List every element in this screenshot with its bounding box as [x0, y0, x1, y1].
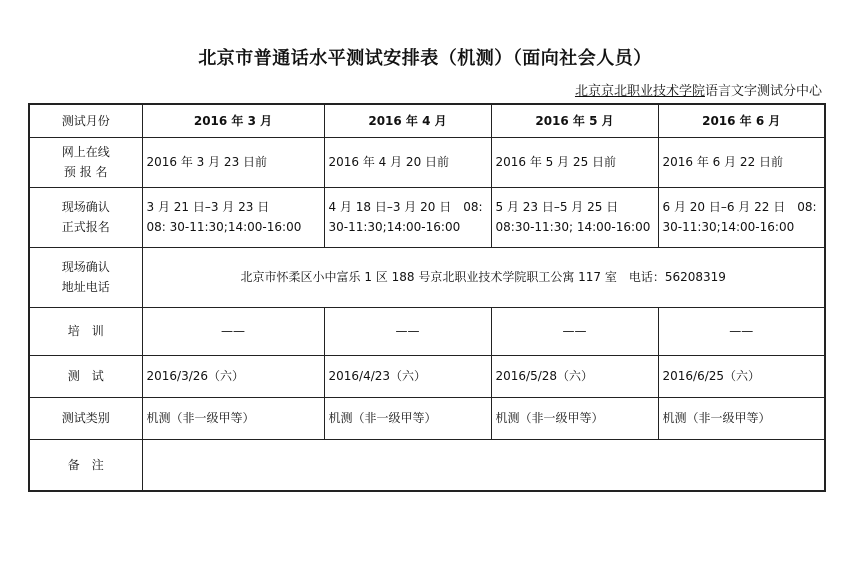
confirm-hours: 30-11:30;14:00-16:00 — [328, 220, 461, 234]
label-line: 现场确认 — [61, 200, 110, 214]
test-type: 机测（非一级甲等） — [142, 397, 324, 439]
label-line: 网上在线 — [61, 145, 110, 159]
organization-rest: 语言文字测试分中心 — [704, 84, 822, 99]
label-test-type: 测试类别 — [29, 397, 142, 439]
label-line: 地址电话 — [61, 280, 110, 294]
label-line: 正式报名 — [61, 220, 110, 234]
label-line: 预 报 名 — [63, 165, 108, 179]
label-line: 现场确认 — [61, 260, 110, 274]
online-deadline: 2016 年 5 月 25 日前 — [491, 137, 658, 187]
remark-cell — [142, 439, 825, 491]
test-type: 机测（非一级甲等） — [491, 397, 658, 439]
month-header: 2016 年 5 月 — [491, 104, 658, 137]
test-date: 2016/6/25（六） — [658, 355, 825, 397]
organization-underlined: 北京京北职业技术学院 — [574, 84, 705, 99]
test-date: 2016/5/28（六） — [491, 355, 658, 397]
table-row-online — [29, 137, 825, 187]
schedule-table — [28, 103, 826, 492]
table-row-training — [29, 307, 825, 355]
month-header: 2016 年 3 月 — [142, 104, 324, 137]
table-row-header — [29, 104, 825, 137]
organization-name — [575, 80, 822, 99]
online-deadline: 2016 年 3 月 23 日前 — [142, 137, 324, 187]
label-test-month: 测试月份 — [29, 104, 142, 137]
label-address-phone — [29, 247, 142, 307]
test-type: 机测（非一级甲等） — [324, 397, 491, 439]
confirm-hours: 08: 30-11:30;14:00-16:00 — [146, 220, 302, 234]
label-online-registration — [29, 137, 142, 187]
online-deadline: 2016 年 6 月 22 日前 — [658, 137, 825, 187]
confirm-cell — [324, 187, 491, 247]
training-cell: —— — [491, 307, 658, 355]
test-type: 机测（非一级甲等） — [658, 397, 825, 439]
page-title: 北京市普通话水平测试安排表（机测）（面向社会人员） — [198, 48, 652, 69]
label-test: 测 试 — [29, 355, 142, 397]
month-header: 2016 年 6 月 — [658, 104, 825, 137]
training-cell: —— — [658, 307, 825, 355]
training-cell: —— — [324, 307, 491, 355]
address-cell: 北京市怀柔区小中富乐 1 区 188 号京北职业技术学院职工公寓 117 室 电话：56208319 — [142, 247, 825, 307]
confirm-dates: 6 月 20 日–6 月 22 日 08: — [662, 200, 817, 214]
training-cell: —— — [142, 307, 324, 355]
test-date: 2016/3/26（六） — [142, 355, 324, 397]
online-deadline: 2016 年 4 月 20 日前 — [324, 137, 491, 187]
confirm-dates: 4 月 18 日–3 月 20 日 08: — [328, 200, 483, 214]
table-row-remark — [29, 439, 825, 491]
confirm-cell — [491, 187, 658, 247]
confirm-dates: 3 月 21 日–3 月 23 日 — [146, 200, 270, 214]
confirm-dates: 5 月 23 日–5 月 25 日 — [495, 200, 619, 214]
label-onsite-confirmation — [29, 187, 142, 247]
table-row-type — [29, 397, 825, 439]
table-row-test — [29, 355, 825, 397]
month-header: 2016 年 4 月 — [324, 104, 491, 137]
label-training: 培 训 — [29, 307, 142, 355]
table-row-address — [29, 247, 825, 307]
confirm-hours: 30-11:30;14:00-16:00 — [662, 220, 795, 234]
confirm-cell — [142, 187, 324, 247]
confirm-hours: 08:30-11:30; 14:00-16:00 — [495, 220, 651, 234]
test-date: 2016/4/23（六） — [324, 355, 491, 397]
confirm-cell — [658, 187, 825, 247]
table-row-confirm — [29, 187, 825, 247]
label-remark: 备 注 — [29, 439, 142, 491]
